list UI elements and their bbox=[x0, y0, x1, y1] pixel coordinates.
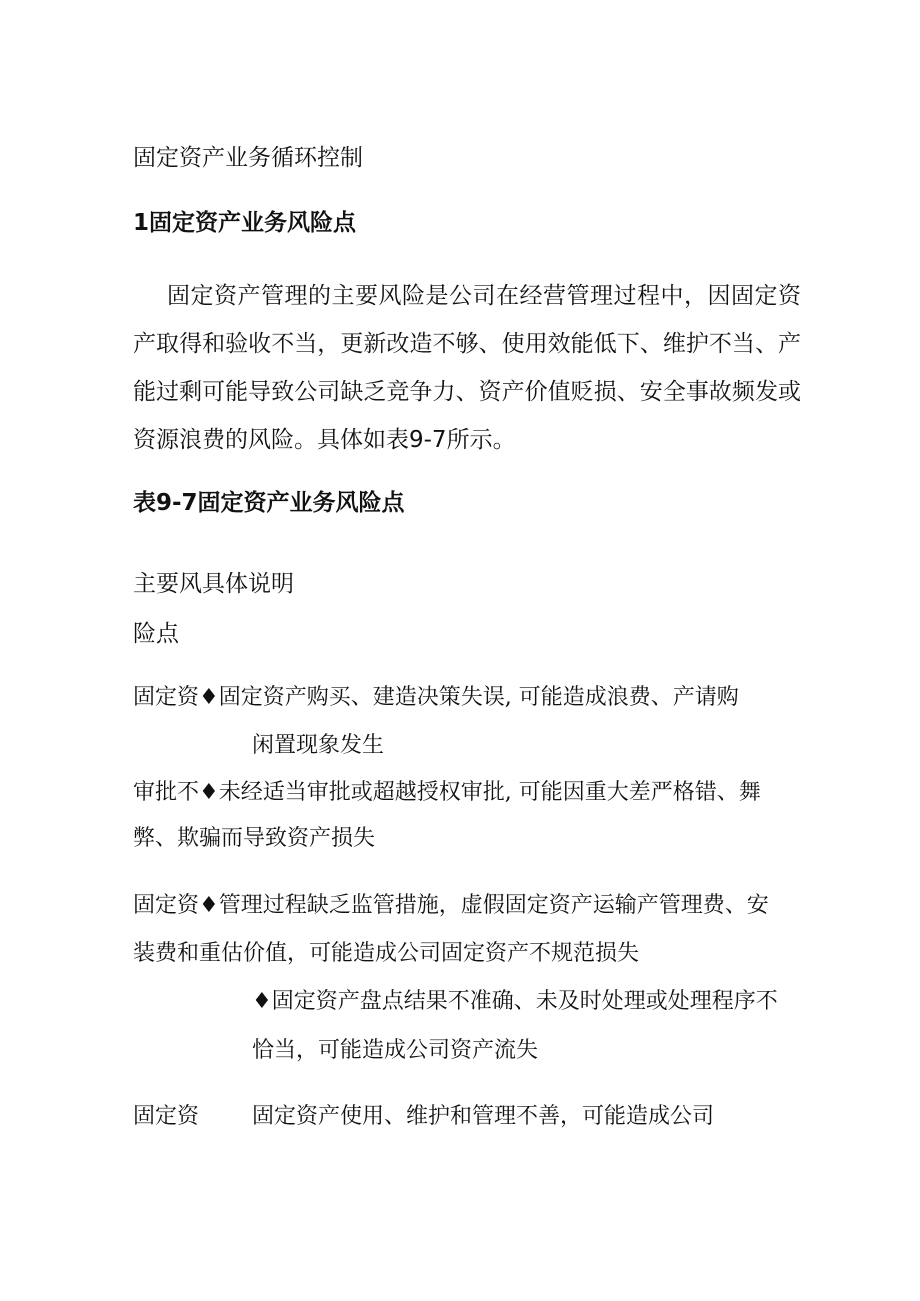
risk-row-5-label: 固定资 bbox=[133, 1104, 200, 1129]
risk-row-2-line-2: 弊、欺骗而导致资产损失 bbox=[133, 826, 376, 851]
section-heading: 1固定资产业务风险点 bbox=[133, 210, 357, 236]
risk-row-5-text: 固定资产使用、维护和管理不善，可能造成公司 bbox=[252, 1104, 715, 1129]
risk-row-3-line-1: 固定资♦管理过程缺乏监管措施，虚假固定资产运输产管理费、安 bbox=[133, 893, 769, 918]
risk-row-2-line-1: 审批不♦未经适当审批或超越授权审批, 可能因重大差严格错、舞 bbox=[133, 780, 761, 805]
risk-row-4-line-2: 恰当，可能造成公司资产流失 bbox=[252, 1038, 539, 1063]
table-header-line-2: 险点 bbox=[133, 621, 179, 647]
risk-row-1-line-2: 闲置现象发生 bbox=[252, 733, 385, 758]
intro-paragraph: 固定资产管理的主要风险是公司在经营管理过程中，因固定资产取得和验收不当，更新改造不够、使用效能低下、维护不当、产能过剩可能导致公司缺乏竞争力、资产价值贬损、安全事故频发或资源浪费的风险。具体如表9-7所示。 bbox=[133, 283, 801, 453]
risk-row-3-line-2: 装费和重估价值，可能造成公司固定资产不规范损失 bbox=[133, 941, 640, 966]
table-caption: 表9-7固定资产业务风险点 bbox=[133, 490, 405, 516]
risk-row-4-line-1: ♦固定资产盘点结果不准确、未及时处理或处理程序不 bbox=[252, 989, 778, 1014]
table-header-line-1: 主要风具体说明 bbox=[133, 571, 294, 597]
risk-row-1-line-1: 固定资♦固定资产购买、建造决策失误, 可能造成浪费、产请购 bbox=[133, 685, 739, 710]
document-title: 固定资产业务循环控制 bbox=[133, 145, 363, 171]
